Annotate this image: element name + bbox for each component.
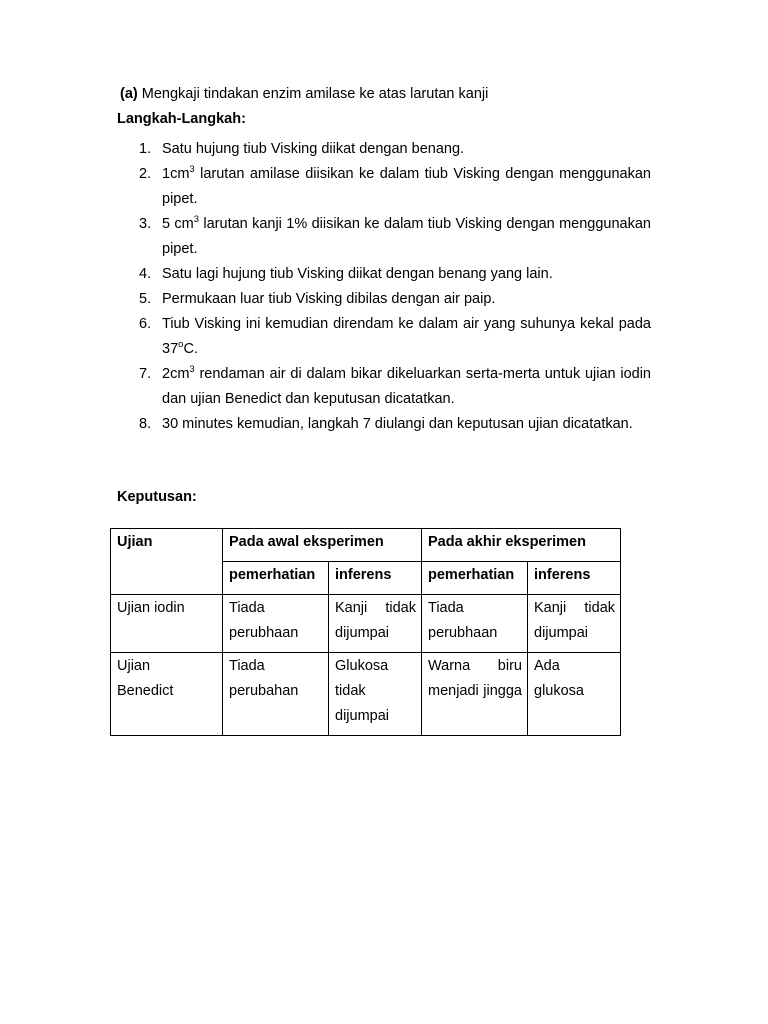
step-text: Satu lagi hujung tiub Visking diikat dengan benang yang lain. — [162, 266, 553, 282]
table-header-row — [111, 529, 621, 562]
step-number: 4. — [139, 266, 152, 282]
step-number: 7. — [139, 366, 152, 382]
step-text-post: larutan kanji 1% diisikan ke dalam tiub Visking dengan menggunakan pipet. — [162, 216, 651, 257]
step-superscript: 3 — [189, 364, 195, 375]
heading-label: (a) — [120, 86, 138, 102]
cell-test: Ujian Benedict — [111, 653, 223, 736]
cell-start-observation: Tiada perubahan — [223, 653, 329, 736]
step-item — [115, 312, 651, 362]
step-item — [115, 287, 651, 312]
procedure-steps-list — [115, 137, 651, 437]
step-text: Satu hujung tiub Visking diikat dengan benang. — [162, 141, 465, 157]
subheader-end-inference: inferens — [528, 562, 621, 595]
step-text: 30 minutes kemudian, langkah 7 diulangi dan keputusan ujian dicatatkan. — [162, 416, 633, 432]
step-item — [115, 262, 651, 287]
step-superscript: 3 — [189, 164, 195, 175]
cell-start-observation: Tiada perubhaan — [223, 595, 329, 653]
step-text-pre: Tiub Visking ini kemudian direndam ke dalam air yang suhunya kekal pada 37 — [162, 316, 651, 357]
step-number: 2. — [139, 166, 152, 182]
step-superscript: o — [178, 339, 184, 350]
cell-start-inference: Kanji tidak dijumpai — [329, 595, 422, 653]
cell-test: Ujian iodin — [111, 595, 223, 653]
step-text-post: rendaman air di dalam bikar dikeluarkan serta-merta untuk ujian iodin dan ujian Benedict dan keputusan dicatatkan. — [162, 366, 651, 407]
step-number: 8. — [139, 416, 152, 432]
cell-end-observation: Warna biru menjadi jingga — [422, 653, 528, 736]
heading-text: Mengkaji tindakan enzim amilase ke atas larutan kanji — [141, 86, 489, 102]
cell-end-observation: Tiada perubhaan — [422, 595, 528, 653]
step-text-pre: 1cm — [162, 166, 190, 182]
step-item — [115, 412, 651, 437]
step-text-post: larutan amilase diisikan ke dalam tiub Visking dengan menggunakan pipet. — [162, 166, 651, 207]
step-text-post: C. — [183, 341, 198, 357]
cell-end-inference: Kanji tidak dijumpai — [528, 595, 621, 653]
procedure-title: Langkah-Langkah: — [117, 111, 246, 127]
step-text-pre: 2cm — [162, 366, 190, 382]
step-number: 1. — [139, 141, 152, 157]
step-item — [115, 162, 651, 212]
cell-end-inference: Ada glukosa — [528, 653, 621, 736]
subheader-start-inference: inferens — [329, 562, 422, 595]
step-number: 6. — [139, 316, 152, 332]
experiment-heading — [120, 86, 488, 102]
step-item — [115, 212, 651, 262]
cell-start-inference: Glukosa tidak dijumpai — [329, 653, 422, 736]
step-superscript: 3 — [193, 214, 200, 225]
step-item — [115, 137, 651, 162]
results-title: Keputusan: — [117, 489, 197, 505]
subheader-start-observation: pemerhatian — [223, 562, 329, 595]
step-number: 5. — [139, 291, 152, 307]
step-text: Permukaan luar tiub Visking dibilas dengan air paip. — [162, 291, 496, 307]
header-test: Ujian — [111, 529, 223, 595]
header-start: Pada awal eksperimen — [223, 529, 422, 562]
subheader-end-observation: pemerhatian — [422, 562, 528, 595]
table-row — [111, 595, 621, 653]
table-row — [111, 653, 621, 736]
header-end: Pada akhir eksperimen — [422, 529, 621, 562]
step-number: 3. — [139, 216, 152, 232]
step-text-pre: 5 cm — [162, 216, 194, 232]
step-item — [115, 362, 651, 412]
results-table — [110, 528, 621, 736]
